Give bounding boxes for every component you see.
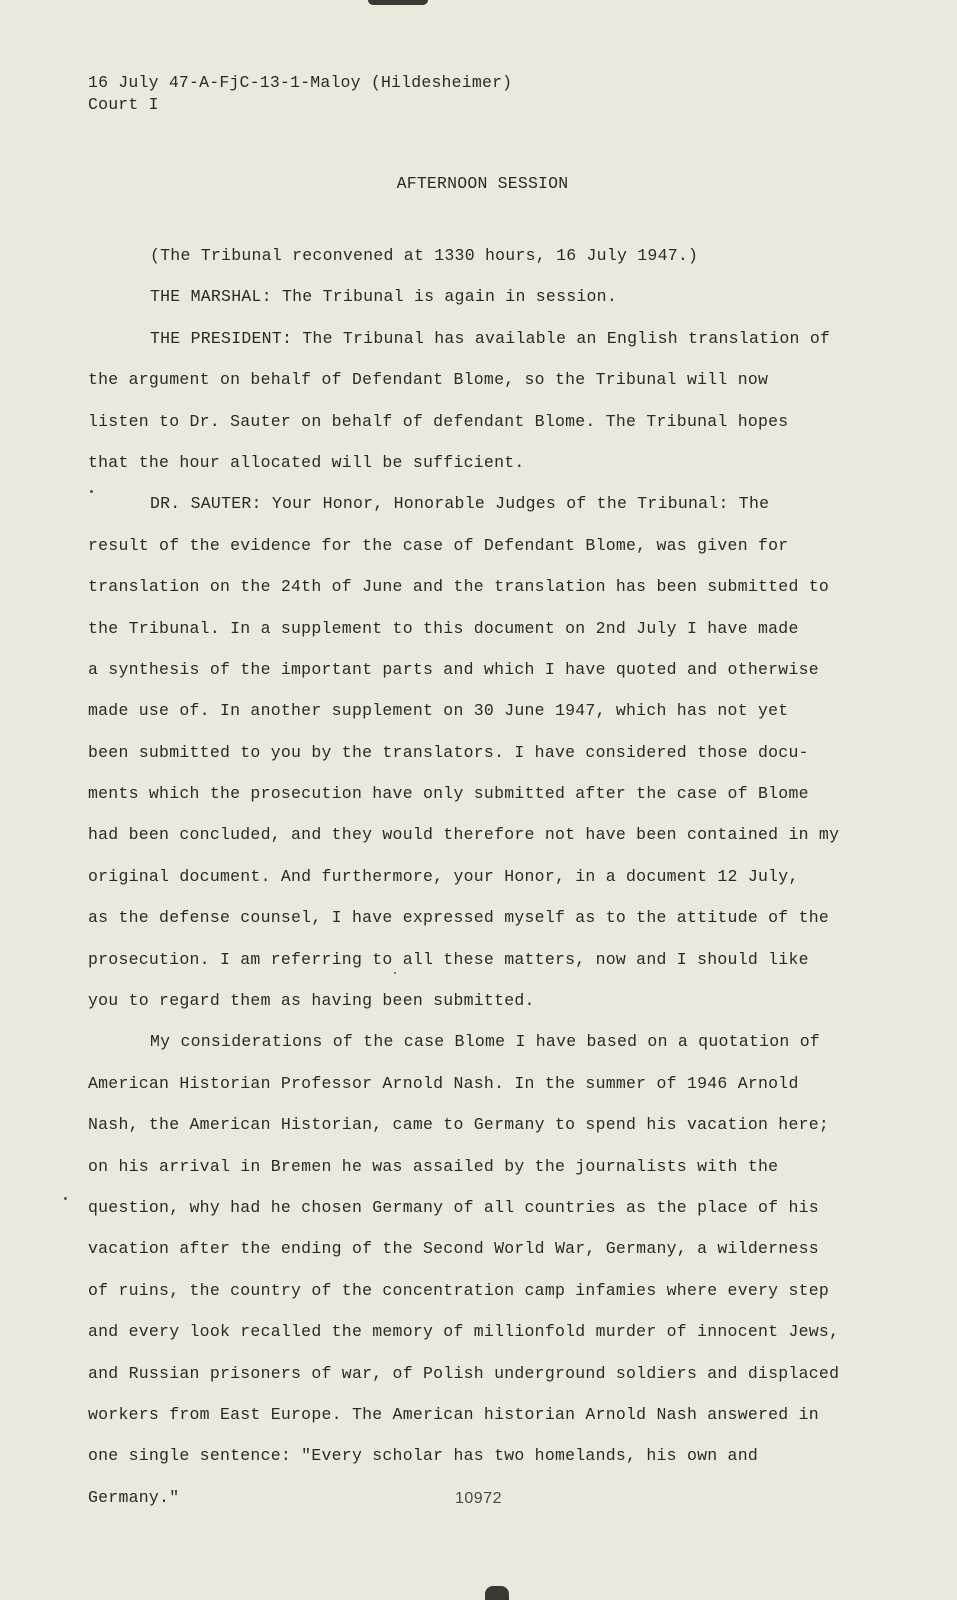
transcript-line: question, why had he chosen Germany of all countries as the place of his [88, 1197, 819, 1217]
transcript-line: translation on the 24th of June and the translation has been submitted to [88, 577, 830, 597]
paper-speck [64, 1197, 67, 1200]
session-title: AFTERNOON SESSION [396, 174, 569, 193]
transcript-body [88, 235, 848, 1518]
transcript-line: result of the evidence for the case of Defendant Blome, was given for [88, 535, 789, 555]
transcript-line: DR. SAUTER: Your Honor, Honorable Judges of the Tribunal: The [150, 494, 770, 514]
binding-hole-bottom [485, 1586, 509, 1600]
paper-speck [90, 490, 93, 493]
transcript-line: one single sentence: "Every scholar has two homelands, his own and [88, 1446, 759, 1466]
header-reference-line: 16 July 47-A-FjC-13-1-Maloy (Hildesheimer) [88, 73, 513, 92]
transcript-line: THE PRESIDENT: The Tribunal has available an English translation of [150, 328, 831, 348]
header-court-line: Court I [88, 95, 159, 114]
transcript-line: prosecution. I am referring to all these matters, now and I should like [88, 949, 809, 969]
transcript-line: Germany." [88, 1487, 180, 1507]
binding-hole-top [368, 0, 428, 5]
page-number: 10972 [455, 1490, 502, 1507]
transcript-line: (The Tribunal reconvened at 1330 hours, 16 July 1947.) [150, 246, 699, 265]
transcript-line: that the hour allocated will be sufficient. [88, 452, 525, 472]
transcript-line: the Tribunal. In a supplement to this document on 2nd July I have made [88, 618, 799, 638]
transcript-line: you to regard them as having been submitted. [88, 991, 535, 1011]
paper-speck [394, 972, 396, 974]
transcript-line: had been concluded, and they would therefore not have been contained in my [88, 825, 840, 845]
transcript-line: made use of. In another supplement on 30 June 1947, which has not yet [88, 701, 789, 721]
transcript-line: workers from East Europe. The American historian Arnold Nash answered in [88, 1404, 819, 1424]
transcript-line: as the defense counsel, I have expressed myself as to the attitude of the [88, 908, 830, 928]
transcript-line: THE MARSHAL: The Tribunal is again in session. [150, 287, 617, 307]
transcript-line: Nash, the American Historian, came to Germany to spend his vacation here; [88, 1115, 830, 1135]
transcript-line: and Russian prisoners of war, of Polish underground soldiers and displaced [88, 1363, 840, 1383]
transcript-line: and every look recalled the memory of millionfold murder of innocent Jews, [88, 1322, 840, 1342]
transcript-line: ments which the prosecution have only submitted after the case of Blome [88, 784, 809, 804]
transcript-line: of ruins, the country of the concentration camp infamies where every step [88, 1280, 830, 1300]
transcript-line: original document. And furthermore, your Honor, in a document 12 July, [88, 866, 799, 886]
transcript-line: listen to Dr. Sauter on behalf of defendant Blome. The Tribunal hopes [88, 411, 789, 431]
transcript-line: been submitted to you by the translators. I have considered those docu- [88, 742, 809, 762]
transcript-line: on his arrival in Bremen he was assailed by the journalists with the [88, 1156, 779, 1176]
transcript-line: the argument on behalf of Defendant Blome, so the Tribunal will now [88, 370, 769, 390]
transcript-line: American Historian Professor Arnold Nash. In the summer of 1946 Arnold [88, 1073, 799, 1093]
transcript-line: vacation after the ending of the Second World War, Germany, a wilderness [88, 1239, 819, 1259]
document-header [88, 72, 512, 116]
transcript-line: a synthesis of the important parts and which I have quoted and otherwise [88, 659, 819, 679]
transcript-line: My considerations of the case Blome I have based on a quotation of [150, 1032, 821, 1052]
